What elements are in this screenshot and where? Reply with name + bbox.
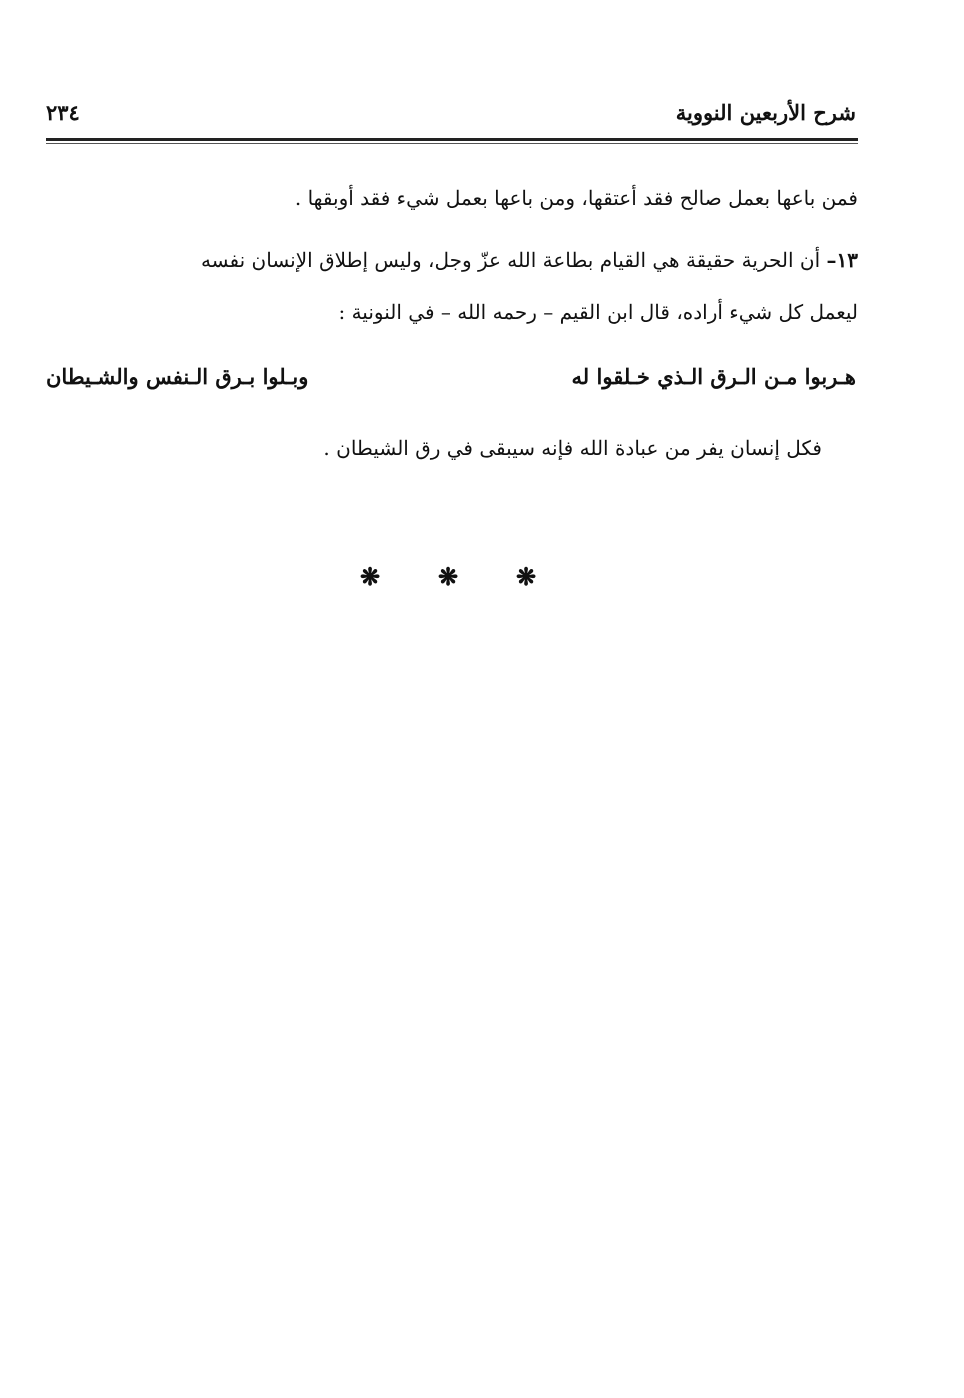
- verse-first-hemistich: هـربوا مـن الـرق الـذي خـلقوا له: [571, 364, 856, 389]
- item-number: ١٣–: [826, 248, 858, 272]
- verse-second-hemistich: وبـلوا بـرق الـنفس والشـيطان: [46, 364, 309, 389]
- asterism-icon: ❋: [437, 562, 459, 591]
- poetry-verse: [46, 364, 856, 400]
- section-separator: [358, 562, 538, 592]
- page-header: [46, 100, 856, 134]
- asterism-icon: ❋: [515, 562, 537, 591]
- paragraph-3: ليعمل كل شيء أراده، قال ابن القيم – رحمه الله – في النونية :: [338, 300, 858, 324]
- paragraph-4: فكل إنسان يفر من عبادة الله فإنه سيبقى في رق الشيطان .: [323, 436, 822, 460]
- header-rule: [46, 138, 858, 144]
- asterism-icon: ❋: [359, 562, 381, 591]
- paragraph-2: [46, 248, 858, 272]
- running-title: شرح الأربعين النووية: [675, 100, 856, 125]
- paragraph-2-text: أن الحرية حقيقة هي القيام بطاعة الله عزّ وجل، وليس إطلاق الإنسان نفسه: [200, 248, 821, 272]
- page-number: ٢٣٤: [46, 100, 80, 125]
- paragraph-1: فمن باعها بعمل صالح فقد أعتقها، ومن باعها بعمل شيء فقد أوبقها .: [294, 186, 858, 210]
